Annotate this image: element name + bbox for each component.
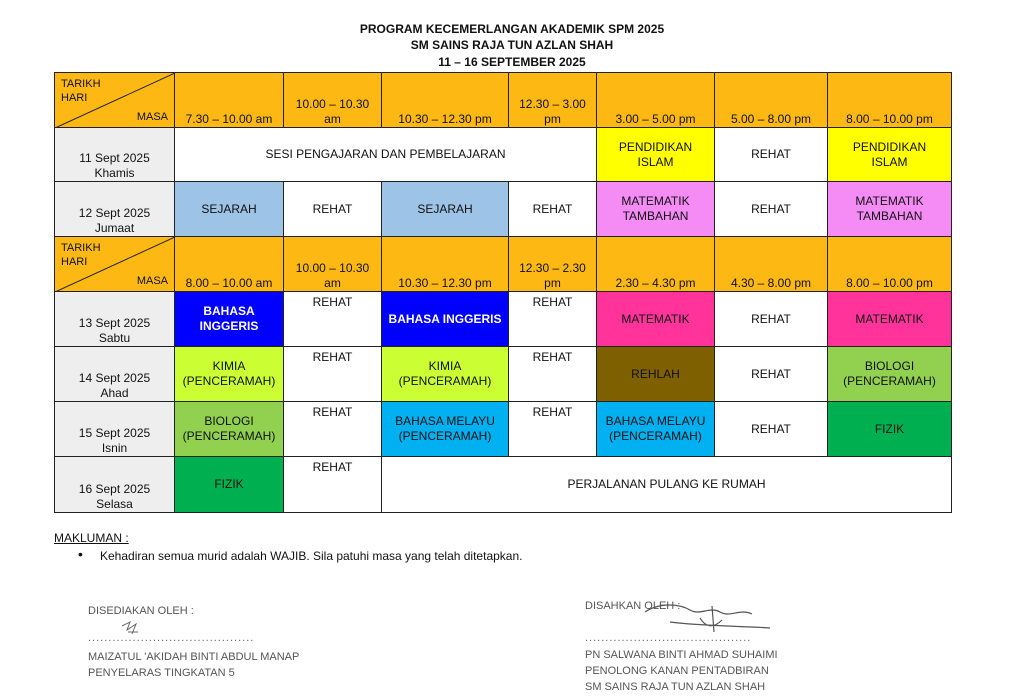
cell-pendidikan-islam	[597, 128, 715, 182]
day-date: 16 Sept 2025	[78, 482, 151, 496]
cell-rehat: REHAT	[284, 292, 382, 347]
header-line1: PROGRAM KECEMERLANGAN AKADEMIK SPM 2025	[359, 22, 665, 36]
cell-text: TAMBAHAN	[856, 209, 923, 223]
corner-hari: HARI	[61, 256, 88, 268]
bullet-icon: •	[78, 546, 83, 562]
cell-text: BAHASA MELAYU	[395, 414, 495, 428]
cell-text: (PENCERAMAH)	[398, 374, 492, 388]
prepared-by-name: MAIZATUL 'AKIDAH BINTI ABDUL MANAP	[88, 651, 300, 663]
time-slot: 8.00 – 10.00 pm	[828, 73, 952, 128]
time-slot: 4.30 – 8.00 pm	[715, 237, 828, 292]
cell-matematik-tambahan	[828, 182, 952, 237]
cell-text: PENDIDIKAN	[852, 139, 927, 154]
cell-text: TAMBAHAN	[622, 209, 689, 223]
header-line2: SM SAINS RAJA TUN AZLAN SHAH	[410, 38, 614, 52]
cell-rehat: REHAT	[509, 182, 597, 237]
day-name: Isnin	[101, 441, 128, 455]
cell-text: (PENCERAMAH)	[843, 374, 936, 388]
cell-rehat: REHAT	[284, 347, 382, 402]
notes-title: MAKLUMAN :	[54, 531, 129, 545]
cell-rehat: REHAT	[715, 128, 828, 182]
header-line3: 11 – 16 SEPTEMBER 2025	[438, 55, 586, 69]
corner-hari: HARI	[61, 92, 88, 104]
day-date: 14 Sept 2025	[78, 371, 151, 385]
time-slot: 8.00 – 10.00 am	[175, 237, 284, 292]
corner-cell	[55, 237, 175, 292]
cell-text: BIOLOGI	[204, 414, 254, 428]
cell-matematik: MATEMATIK	[828, 292, 952, 347]
cell-biologi	[828, 347, 952, 402]
corner-masa: MASA	[136, 275, 168, 287]
cell-sejarah: SEJARAH	[382, 182, 509, 237]
cell-text: MATEMATIK	[621, 194, 690, 208]
approved-by-role: PENOLONG KANAN PENTADBIRAN	[585, 665, 769, 677]
cell-text: (PENCERAMAH)	[182, 429, 276, 443]
day-date: 12 Sept 2025	[78, 206, 151, 220]
approved-by-school: SM SAINS RAJA TUN AZLAN SHAH	[585, 681, 766, 693]
cell-rehlah: REHLAH	[597, 347, 715, 402]
schedule-table	[54, 72, 952, 513]
cell-bahasa-melayu	[597, 402, 715, 457]
time-slot: 10.30 – 12.30 pm	[382, 237, 509, 292]
approved-by-name: PN SALWANA BINTI AHMAD SUHAIMI	[585, 649, 778, 661]
cell-bahasa-inggeris	[175, 292, 284, 347]
day-cell	[55, 402, 175, 457]
time-slot: 10.00 – 10.30 am	[284, 237, 382, 292]
row-15-sept	[55, 402, 952, 457]
time-slot: 5.00 – 8.00 pm	[715, 73, 828, 128]
time-slot: 12.30 – 2.30 pm	[509, 237, 597, 292]
cell-rehat: REHAT	[715, 182, 828, 237]
cell-rehat: REHAT	[284, 402, 382, 457]
corner-masa: MASA	[136, 111, 168, 123]
cell-text: (PENCERAMAH)	[609, 429, 702, 443]
cell-sesi-pdp: SESI PENGAJARAN DAN PEMBELAJARAN	[175, 128, 597, 182]
header-row-1	[55, 73, 952, 128]
cell-biologi	[175, 402, 284, 457]
cell-bahasa-melayu	[382, 402, 509, 457]
day-cell	[55, 128, 175, 182]
cell-text: (PENCERAMAH)	[398, 429, 492, 443]
day-date: 15 Sept 2025	[78, 426, 151, 440]
cell-text: PENDIDIKAN	[618, 139, 693, 154]
header-row-2	[55, 237, 952, 292]
row-12-sept	[55, 182, 952, 237]
signature-line-right: .........................................	[585, 632, 752, 644]
cell-rehat: REHAT	[715, 402, 828, 457]
time-slot: 12.30 – 3.00 pm	[509, 73, 597, 128]
day-date: 11 Sept 2025	[79, 151, 150, 165]
time-slot: 10.00 – 10.30 am	[284, 73, 382, 128]
approved-by-label: DISAHKAN OLEH :	[585, 600, 681, 612]
row-16-sept	[55, 457, 952, 513]
day-name: Ahad	[100, 386, 129, 400]
cell-text: KIMIA	[428, 359, 462, 373]
time-slot: 3.00 – 5.00 pm	[597, 73, 715, 128]
row-14-sept	[55, 347, 952, 402]
corner-tarikh: TARIKH	[61, 242, 101, 254]
day-cell	[55, 292, 175, 347]
cell-rehat: REHAT	[509, 347, 597, 402]
cell-rehat: REHAT	[284, 182, 382, 237]
cell-pendidikan-islam	[828, 128, 952, 182]
cell-kimia	[382, 347, 509, 402]
cell-rehat: REHAT	[509, 292, 597, 347]
row-13-sept	[55, 292, 952, 347]
time-slot: 2.30 – 4.30 pm	[597, 237, 715, 292]
cell-rehat: REHAT	[715, 292, 828, 347]
cell-matematik: MATEMATIK	[597, 292, 715, 347]
cell-rehat: REHAT	[509, 402, 597, 457]
cell-text: INGGERIS	[199, 319, 259, 333]
cell-text: MATEMATIK	[855, 194, 924, 208]
day-date: 13 Sept 2025	[78, 316, 151, 330]
cell-matematik-tambahan	[597, 182, 715, 237]
cell-rehat: REHAT	[284, 457, 382, 513]
time-slot: 8.00 – 10.00 pm	[828, 237, 952, 292]
cell-text: (PENCERAMAH)	[182, 374, 276, 388]
day-cell	[55, 457, 175, 513]
corner-cell	[55, 73, 175, 128]
time-slot: 7.30 – 10.00 am	[175, 73, 284, 128]
day-cell	[55, 182, 175, 237]
time-slot: 10.30 – 12.30 pm	[382, 73, 509, 128]
row-11-sept	[55, 128, 952, 182]
cell-text: KIMIA	[212, 359, 246, 373]
cell-bahasa-inggeris: BAHASA INGGERIS	[382, 292, 509, 347]
day-name: Selasa	[96, 497, 133, 511]
cell-sejarah: SEJARAH	[175, 182, 284, 237]
cell-text: ISLAM	[637, 154, 674, 169]
cell-perjalanan-pulang: PERJALANAN PULANG KE RUMAH	[382, 457, 952, 513]
cell-text: BAHASA	[203, 304, 255, 318]
cell-rehat: REHAT	[715, 347, 828, 402]
cell-text: BIOLOGI	[864, 359, 915, 373]
note-item: Kehadiran semua murid adalah WAJIB. Sila patuhi masa yang telah ditetapkan.	[100, 549, 523, 563]
cell-text: ISLAM	[871, 154, 908, 169]
cell-text: BAHASA MELAYU	[605, 414, 706, 428]
day-name: Jumaat	[94, 221, 135, 235]
prepared-by-label: DISEDIAKAN OLEH :	[88, 605, 194, 617]
day-name: Sabtu	[98, 331, 131, 345]
day-cell	[55, 347, 175, 402]
cell-kimia	[175, 347, 284, 402]
day-name: Khamis	[94, 166, 135, 180]
cell-fizik: FIZIK	[175, 457, 284, 513]
prepared-by-role: PENYELARAS TINGKATAN 5	[88, 667, 235, 679]
cell-fizik: FIZIK	[828, 402, 952, 457]
signature-line-left: .........................................	[88, 632, 255, 644]
corner-tarikh: TARIKH	[61, 78, 101, 90]
